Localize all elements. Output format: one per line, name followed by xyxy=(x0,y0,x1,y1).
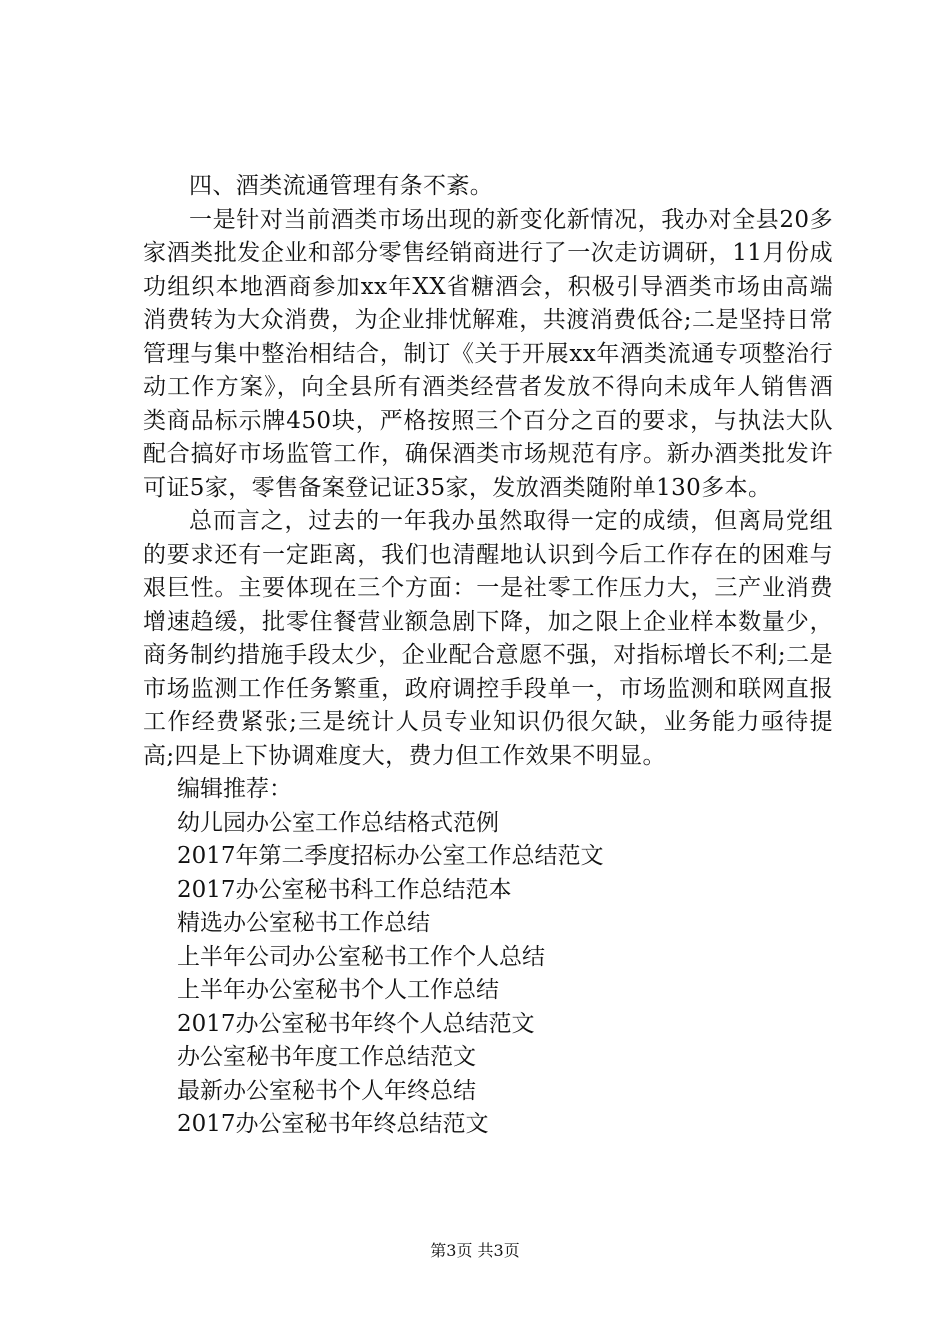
recommend-list xyxy=(143,807,833,1142)
recommend-link[interactable]: 最新办公室秘书个人年终总结 xyxy=(177,1077,476,1104)
page-footer xyxy=(0,1241,950,1261)
recommend-link[interactable]: 2017办公室秘书科工作总结范本 xyxy=(177,876,512,903)
recommend-link[interactable]: 2017年第二季度招标办公室工作总结范文 xyxy=(177,843,604,869)
recommend-link[interactable]: 幼儿园办公室工作总结格式范例 xyxy=(177,809,499,836)
body-paragraph-summary: 总而言之，过去的一年我办虽然取得一定的成绩，但离局党组的要求还有一定距离，我们也清醒地认识到今后工作存在的困难与艰巨性。主要体现在三个方面：一是社零工作压力大，三产业消费增速趋缓，批零住餐营业额急剧下降，加之限上企业样本数量少，商务制约措施手段太少，企业配合意愿不强，对指标增长不利;二是市场监测工作任务繁重，政府调控手段单一，市场监测和联网直报工作经费紧张;三是统计人员专业知识仍很欠缺，业务能力亟待提高;四是上下协调难度大，费力但工作效果不明显。 xyxy=(143,508,833,769)
recommend-link[interactable]: 2017办公室秘书年终个人总结范文 xyxy=(177,1010,535,1037)
recommend-link[interactable]: 2017办公室秘书年终总结范文 xyxy=(177,1111,489,1137)
recommend-link[interactable]: 精选办公室秘书工作总结 xyxy=(177,910,430,936)
body-paragraph-liquor-management: 一是针对当前酒类市场出现的新变化新情况，我办对全县20多家酒类批发企业和部分零售经销商进行了一次走访调研，11月份成功组织本地酒商参加xx年XX省糖酒会，积极引导酒类市场由高端消费转为大众消费，为企业排忧解难，共渡消费低谷;二是坚持日常管理与集中整治相结合，制订《关于开展xx年酒类流通专项整治行动工作方案》，向全县所有酒类经营者发放不得向未成年人销售酒类商品标示牌450块，严格按照三个百分之百的要求，与执法大队配合搞好市场监管工作，确保酒类市场规范有序。新办酒类批发许可证5家，零售备案登记证35家，发放酒类随附单130多本。 xyxy=(143,206,833,501)
recommend-link[interactable]: 上半年办公室秘书个人工作总结 xyxy=(177,977,499,1003)
recommend-link[interactable]: 上半年公司办公室秘书工作个人总结 xyxy=(177,943,545,970)
recommend-link[interactable]: 办公室秘书年度工作总结范文 xyxy=(177,1044,476,1070)
section-heading-paragraph: 四、酒类流通管理有条不紊。 xyxy=(189,173,494,199)
recommend-heading: 编辑推荐： xyxy=(177,776,292,802)
page-number: 第3页 共3页 xyxy=(430,1241,520,1260)
document-body xyxy=(143,170,833,1142)
